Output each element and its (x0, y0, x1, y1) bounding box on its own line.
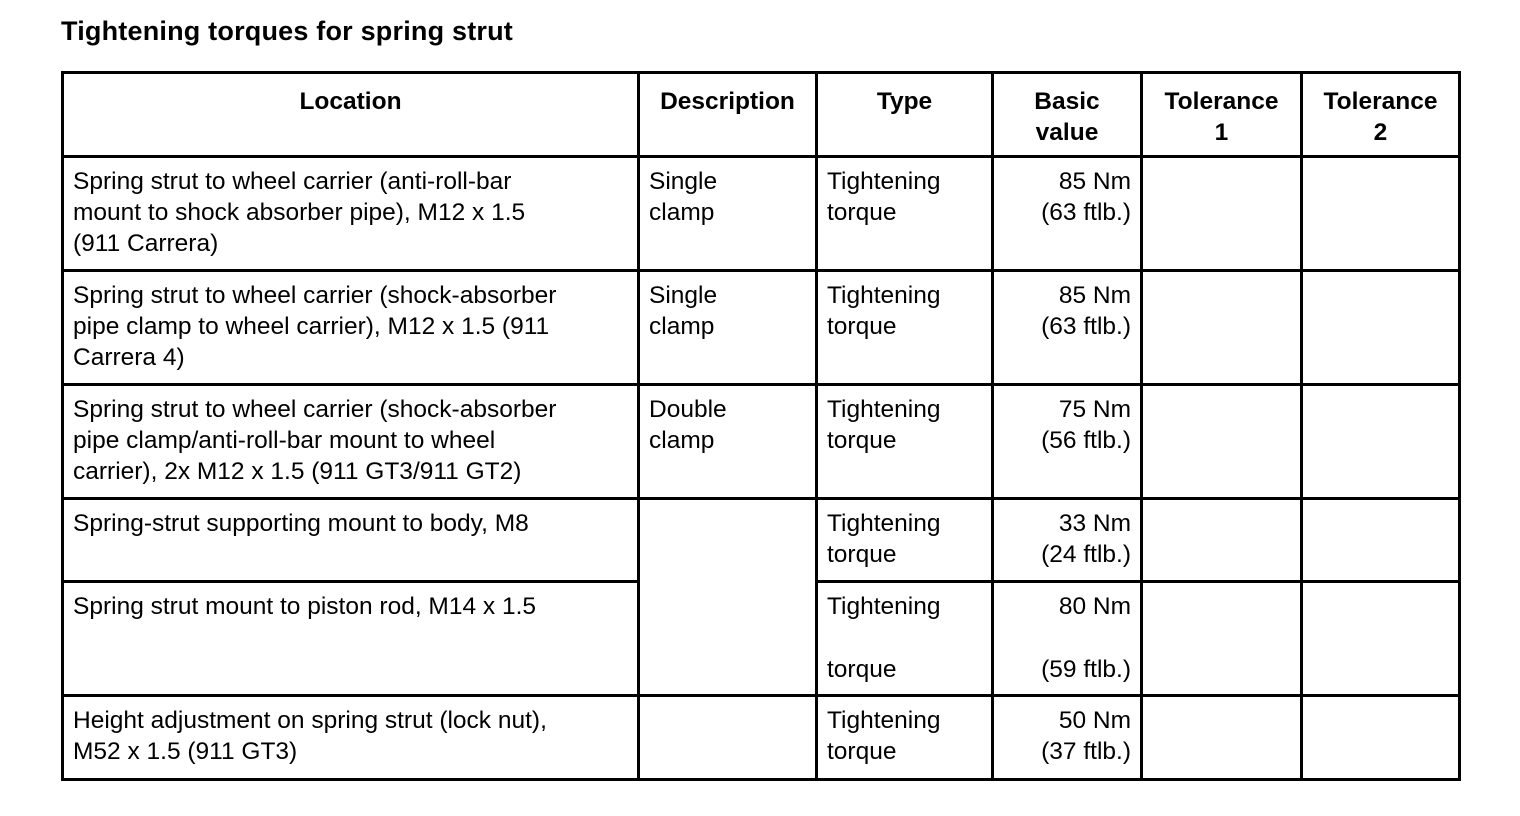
type-line: Tightening (827, 593, 941, 620)
cell-location (63, 696, 639, 780)
type-line: Tightening (827, 168, 941, 195)
description-line: clamp (649, 199, 715, 226)
value-ftlb: (37 ftlb.) (1041, 738, 1131, 765)
description-line: Single (649, 168, 718, 195)
description-line: Single (649, 282, 718, 309)
value-nm: 85 Nm (1058, 168, 1131, 195)
table-header-row (63, 73, 1460, 157)
location-line: carrier), 2x M12 x 1.5 (911 GT3/911 GT2) (73, 458, 522, 485)
header-tolerance-1 (1142, 73, 1302, 157)
cell-type (817, 499, 993, 582)
cell-basic-value (993, 385, 1142, 499)
cell-basic-value (993, 582, 1142, 696)
location-line: M52 x 1.5 (911 GT3) (73, 738, 298, 765)
description-line: Double (649, 396, 727, 423)
header-basic-value-line: value (1035, 119, 1099, 146)
value-nm: 85 Nm (1058, 282, 1131, 309)
header-basic-value-line: Basic (1034, 88, 1100, 115)
type-line: torque (827, 199, 897, 226)
location-line: Spring strut to wheel carrier (shock-absorber (73, 282, 557, 309)
cell-type (817, 271, 993, 385)
header-tolerance-1-line: Tolerance (1164, 88, 1279, 115)
cell-type (817, 385, 993, 499)
spacer (827, 622, 982, 654)
location-line: Carrera 4) (73, 344, 185, 371)
table-row (63, 157, 1460, 271)
type-line: torque (827, 427, 897, 454)
location-line: Spring strut to wheel carrier (shock-absorber (73, 396, 557, 423)
cell-tolerance-1 (1142, 582, 1302, 696)
value-ftlb: (24 ftlb.) (1041, 541, 1131, 568)
cell-tolerance-1 (1142, 385, 1302, 499)
cell-location (63, 157, 639, 271)
type-line: Tightening (827, 707, 941, 734)
type-line: Tightening (827, 282, 941, 309)
cell-description (639, 696, 817, 780)
table-row (63, 696, 1460, 780)
header-location: Location (63, 73, 639, 157)
cell-basic-value (993, 271, 1142, 385)
type-line: torque (827, 656, 897, 683)
torque-table (61, 71, 1461, 781)
location-line: Spring strut to wheel carrier (anti-roll-bar (73, 168, 512, 195)
cell-tolerance-2 (1302, 385, 1460, 499)
header-type: Type (817, 73, 993, 157)
cell-location (63, 271, 639, 385)
cell-tolerance-1 (1142, 499, 1302, 582)
location-line: Spring-strut supporting mount to body, M8 (73, 510, 529, 537)
value-nm: 75 Nm (1058, 396, 1131, 423)
cell-location (63, 582, 639, 696)
value-ftlb: (63 ftlb.) (1041, 313, 1131, 340)
location-line: Height adjustment on spring strut (lock nut), (73, 707, 547, 734)
description-line: clamp (649, 427, 715, 454)
cell-tolerance-1 (1142, 157, 1302, 271)
cell-type (817, 157, 993, 271)
header-basic-value (993, 73, 1142, 157)
cell-tolerance-2 (1302, 582, 1460, 696)
header-tolerance-1-line: 1 (1214, 119, 1229, 146)
cell-tolerance-2 (1302, 696, 1460, 780)
value-ftlb: (59 ftlb.) (1041, 656, 1131, 683)
cell-tolerance-2 (1302, 271, 1460, 385)
page-title: Tightening torques for spring strut (61, 16, 513, 46)
location-line: Spring strut mount to piston rod, M14 x 1.5 (73, 593, 537, 620)
cell-basic-value (993, 696, 1142, 780)
cell-description-merged (639, 499, 817, 696)
value-nm: 33 Nm (1058, 510, 1131, 537)
location-line: pipe clamp to wheel carrier), M12 x 1.5 (911 (73, 313, 550, 340)
value-ftlb: (56 ftlb.) (1041, 427, 1131, 454)
value-nm: 80 Nm (1058, 593, 1131, 620)
cell-description (639, 271, 817, 385)
header-tolerance-2-line: Tolerance (1323, 88, 1438, 115)
type-line: Tightening (827, 510, 941, 537)
cell-description (639, 385, 817, 499)
table-row (63, 499, 1460, 582)
type-line: Tightening (827, 396, 941, 423)
type-line: torque (827, 313, 897, 340)
type-line: torque (827, 541, 897, 568)
table-row (63, 271, 1460, 385)
header-tolerance-2 (1302, 73, 1460, 157)
cell-basic-value (993, 157, 1142, 271)
value-ftlb: (63 ftlb.) (1041, 199, 1131, 226)
cell-type (817, 696, 993, 780)
cell-type (817, 582, 993, 696)
type-line: torque (827, 738, 897, 765)
cell-basic-value (993, 499, 1142, 582)
cell-tolerance-2 (1302, 499, 1460, 582)
cell-tolerance-2 (1302, 157, 1460, 271)
location-line: pipe clamp/anti-roll-bar mount to wheel (73, 427, 496, 454)
table-row (63, 385, 1460, 499)
cell-tolerance-1 (1142, 696, 1302, 780)
description-line: clamp (649, 313, 715, 340)
header-description: Description (639, 73, 817, 157)
cell-location (63, 385, 639, 499)
value-nm: 50 Nm (1058, 707, 1131, 734)
header-tolerance-2-line: 2 (1373, 119, 1388, 146)
spacer (1003, 622, 1131, 654)
cell-tolerance-1 (1142, 271, 1302, 385)
cell-description (639, 157, 817, 271)
location-line: (911 Carrera) (73, 230, 219, 257)
cell-location (63, 499, 639, 582)
location-line: mount to shock absorber pipe), M12 x 1.5 (73, 199, 526, 226)
